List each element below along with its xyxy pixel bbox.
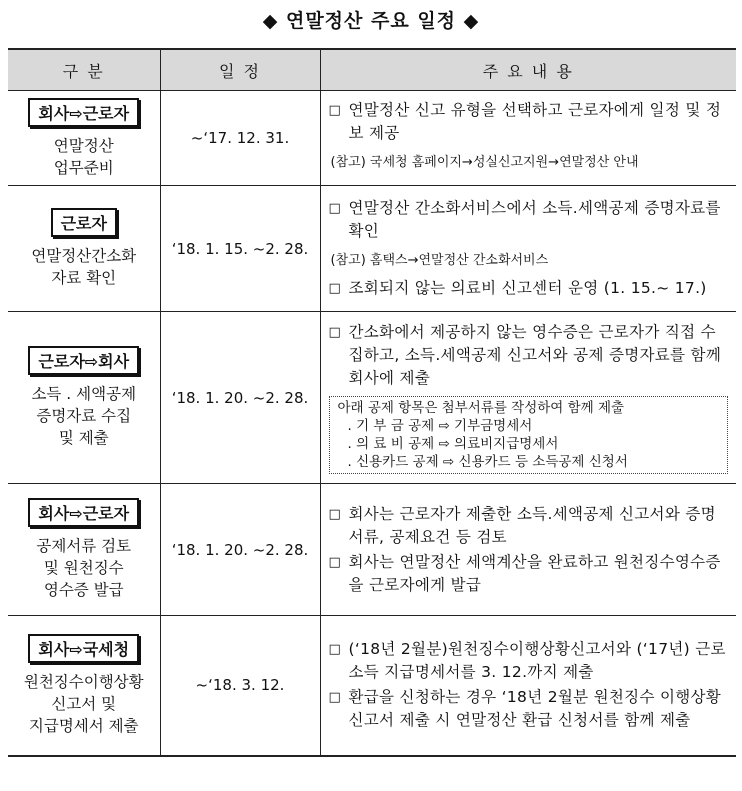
category-cell xyxy=(8,484,160,616)
header-schedule: 일 정 xyxy=(160,49,320,91)
task-label: 연말정산 업무준비 xyxy=(53,136,114,177)
task-label: 공제서류 검토 및 원천징수 영수증 발급 xyxy=(36,537,132,599)
category-cell xyxy=(8,616,160,756)
reference-note: (참고) 홈택스→연말정산 간소화서비스 xyxy=(330,253,549,268)
content-cell xyxy=(320,312,736,484)
content-cell xyxy=(320,91,736,186)
box-item: . 의 료 비 공제 ⇨ 의료비지급명세서 xyxy=(347,436,559,452)
table-row xyxy=(8,186,736,312)
content-cell xyxy=(320,186,736,312)
actor-label: 근로자 xyxy=(51,208,117,237)
box-item: . 기 부 금 공제 ⇨ 기부금명세서 xyxy=(347,418,533,434)
header-row xyxy=(8,49,736,91)
bullet-item: □ (‘18년 2월분)원천징수이행상황신고서와 (‘17년) 근로소득 지급명세서를 3. 12.까지 제출 xyxy=(329,638,729,684)
date-cell: ‘18. 1. 20. ~2. 28. xyxy=(160,484,320,616)
bullet-item: □ 조회되지 않는 의료비 신고센터 운영 (1. 15.~ 17.) xyxy=(329,277,729,300)
header-category: 구 분 xyxy=(8,49,160,91)
table-row xyxy=(8,616,736,756)
square-bullet-icon: □ xyxy=(328,642,341,658)
date-cell: ‘18. 1. 20. ~2. 28. xyxy=(160,312,320,484)
square-bullet-icon: □ xyxy=(328,201,341,216)
schedule-table xyxy=(8,48,736,757)
bullet-item: □ 회사는 근로자가 제출한 소득.세액공제 신고서와 증명서류, 공제요건 등 검토 xyxy=(329,503,729,549)
header-content: 주 요 내 용 xyxy=(320,49,736,91)
bullet-item: □ 회사는 연말정산 세액계산을 완료하고 원천징수영수증을 근로자에게 발급 xyxy=(329,551,729,597)
category-cell xyxy=(8,186,160,312)
content-cell xyxy=(320,484,736,616)
square-bullet-icon: □ xyxy=(328,506,341,522)
bullet-item: □ 간소화에서 제공하지 않는 영수증은 근로자가 직접 수집하고, 소득.세액공제 신고서와 공제 증명자료를 함께 회사에 제출 xyxy=(329,321,729,390)
actor-label: 회사⇨근로자 xyxy=(28,498,139,527)
bullet-item: □ 연말정산 신고 유형을 선택하고 근로자에게 일정 및 정보 제공 xyxy=(329,99,729,145)
page-title: ◆ 연말정산 주요 일정 ◆ xyxy=(262,10,480,32)
task-label: 소득 . 세액공제 증명자료 수집 및 제출 xyxy=(31,385,137,447)
actor-label: 회사⇨근로자 xyxy=(28,98,139,127)
category-cell xyxy=(8,91,160,186)
date-cell: ‘18. 1. 15. ~2. 28. xyxy=(160,186,320,312)
bullet-item: □ 환급을 신청하는 경우 ‘18년 2월분 원천징수 이행상황신고서 제출 시 연말정산 환급 신청서를 함께 제출 xyxy=(329,686,729,732)
date-cell: ~‘17. 12. 31. xyxy=(160,91,320,186)
table-row xyxy=(8,484,736,616)
content-cell xyxy=(320,616,736,756)
category-cell xyxy=(8,312,160,484)
box-heading: 아래 공제 항목은 첨부서류를 작성하여 함께 제출 xyxy=(337,400,625,416)
box-item: . 신용카드 공제 ⇨ 신용카드 등 소득공제 신청서 xyxy=(347,454,628,470)
attachment-note-box xyxy=(329,396,729,474)
bullet-item: □ 연말정산 간소화서비스에서 소득.세액공제 증명자료를 확인 xyxy=(329,197,729,243)
actor-label: 회사⇨국세청 xyxy=(28,634,139,663)
date-cell: ~‘18. 3. 12. xyxy=(160,616,320,756)
square-bullet-icon: □ xyxy=(328,690,341,706)
table-row xyxy=(8,91,736,186)
square-bullet-icon: □ xyxy=(328,554,341,570)
task-label: 원천징수이행상황 신고서 및 지급명세서 제출 xyxy=(23,672,144,735)
square-bullet-icon: □ xyxy=(328,103,341,118)
table-row xyxy=(8,312,736,484)
reference-note: (참고) 국세청 홈페이지→성실신고지원→연말정산 안내 xyxy=(330,155,639,170)
square-bullet-icon: □ xyxy=(328,325,341,340)
square-bullet-icon: □ xyxy=(328,281,341,296)
actor-label: 근로자⇨회사 xyxy=(28,346,139,375)
task-label: 연말정산간소화 자료 확인 xyxy=(31,247,137,287)
